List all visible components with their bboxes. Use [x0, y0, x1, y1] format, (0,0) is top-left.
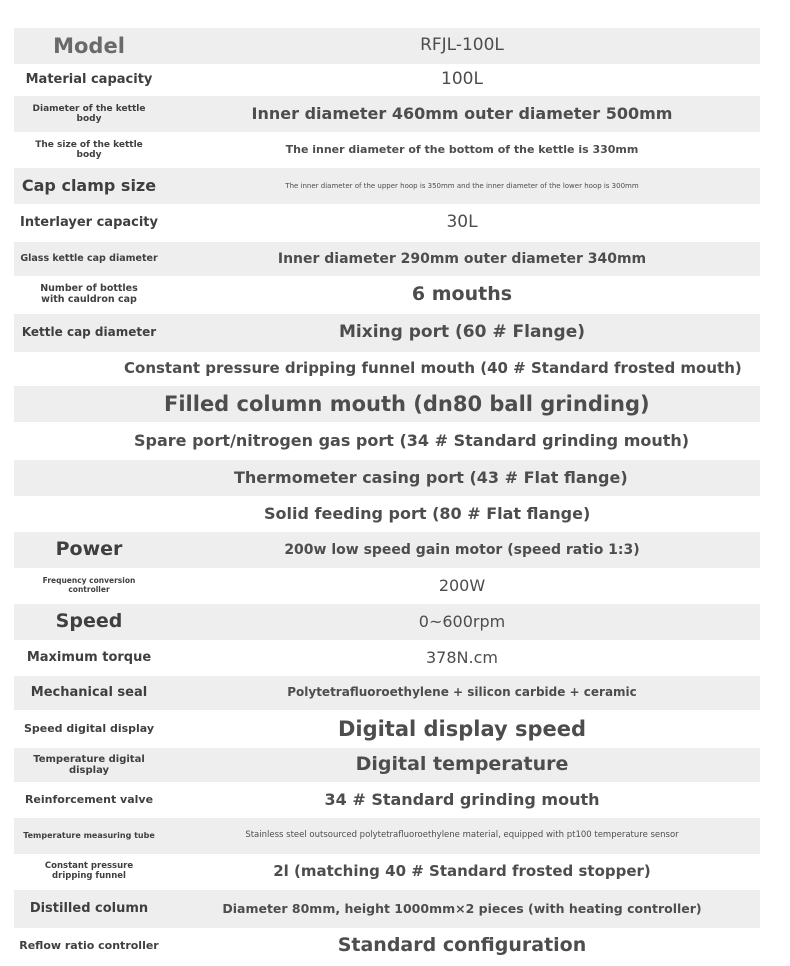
row-label: The size of the kettle body — [35, 139, 143, 160]
row-value: 378N.cm — [426, 647, 498, 667]
table-row — [14, 532, 760, 568]
row-value: 200w low speed gain motor (speed ratio 1:3) — [284, 541, 640, 558]
table-row — [14, 748, 760, 782]
table-row — [14, 640, 760, 676]
row-label: Number of bottles with cauldron cap — [40, 283, 138, 305]
table-row — [14, 604, 760, 640]
row-label: Diameter of the kettle body — [32, 103, 146, 124]
row-label: Distilled column — [29, 900, 149, 916]
row-label: Temperature measuring tube — [23, 831, 155, 841]
table-row — [14, 460, 760, 496]
row-value: 100L — [441, 69, 483, 90]
row-value: 0~600rpm — [418, 611, 506, 631]
table-row — [14, 132, 760, 168]
row-value: Filled column mouth (dn80 ball grinding) — [164, 391, 650, 416]
row-value: 30L — [446, 212, 478, 233]
row-value: RFJL-100L — [420, 35, 504, 56]
row-value: The inner diameter of the bottom of the kettle is 330mm — [285, 142, 639, 156]
row-value: Thermometer casing port (43 # Flat flange) — [234, 467, 628, 487]
table-row — [14, 854, 760, 890]
table-row — [14, 568, 760, 604]
row-label: Speed — [55, 610, 123, 633]
row-value: 2l (matching 40 # Standard frosted stopper) — [273, 862, 651, 881]
row-label: Material capacity — [25, 71, 153, 87]
row-label: Temperature digital display — [33, 753, 145, 776]
row-value: Stainless steel outsourced polytetrafluoroethylene material, equipped with pt100 temperature sensor — [245, 830, 679, 841]
table-row — [14, 496, 760, 532]
row-label: Frequency conversion controller — [42, 576, 136, 594]
table-row — [14, 64, 760, 96]
row-label: Glass kettle cap diameter — [20, 252, 158, 264]
table-row — [14, 352, 760, 386]
table-row — [14, 782, 760, 818]
row-value: Inner diameter 290mm outer diameter 340mm — [277, 250, 647, 267]
row-value: Mixing port (60 # Flange) — [339, 322, 585, 343]
table-row — [14, 314, 760, 352]
row-value: Polytetrafluoroethylene + silicon carbide + ceramic — [287, 685, 637, 700]
table-row — [14, 28, 760, 64]
row-label: Cap clamp size — [21, 175, 157, 195]
row-label: Interlayer capacity — [20, 214, 158, 230]
table-row — [14, 710, 760, 748]
row-label: Reinforcement valve — [24, 792, 154, 806]
row-value: Constant pressure dripping funnel mouth (40 # Standard frosted mouth) — [124, 359, 742, 378]
row-value: Digital display speed — [337, 716, 587, 741]
row-label: Speed digital display — [23, 721, 155, 735]
row-label: Constant pressure dripping funnel — [44, 861, 134, 881]
row-label: Mechanical seal — [30, 684, 148, 700]
table-row — [14, 818, 760, 854]
table-row — [14, 386, 760, 422]
table-row — [14, 890, 760, 928]
row-value: Digital temperature — [355, 753, 569, 776]
row-value: Solid feeding port (80 # Flat flange) — [264, 503, 591, 523]
table-row — [14, 204, 760, 242]
row-label: Power — [55, 538, 123, 561]
row-value: Diameter 80mm, height 1000mm×2 pieces (with heating controller) — [222, 900, 702, 916]
row-value: Spare port/nitrogen gas port (34 # Standard grinding mouth) — [134, 430, 690, 450]
row-value: 34 # Standard grinding mouth — [324, 789, 600, 809]
row-value: 6 mouths — [411, 283, 513, 306]
table-row — [14, 168, 760, 204]
table-row — [14, 96, 760, 132]
row-label: Model — [53, 33, 125, 58]
table-row — [14, 422, 760, 460]
table-row — [14, 676, 760, 710]
row-value: Standard configuration — [337, 934, 587, 957]
row-label: Kettle cap diameter — [21, 325, 157, 340]
row-value: The inner diameter of the upper hoop is 350mm and the inner diameter of the lower hoop is 300mm — [285, 181, 639, 190]
row-label: Maximum torque — [26, 649, 152, 665]
table-row — [14, 276, 760, 314]
row-label: Reflow ratio controller — [19, 938, 159, 952]
table-row — [14, 928, 760, 964]
row-value: Inner diameter 460mm outer diameter 500mm — [251, 103, 673, 123]
row-value: 200W — [438, 575, 486, 595]
table-row — [14, 242, 760, 276]
